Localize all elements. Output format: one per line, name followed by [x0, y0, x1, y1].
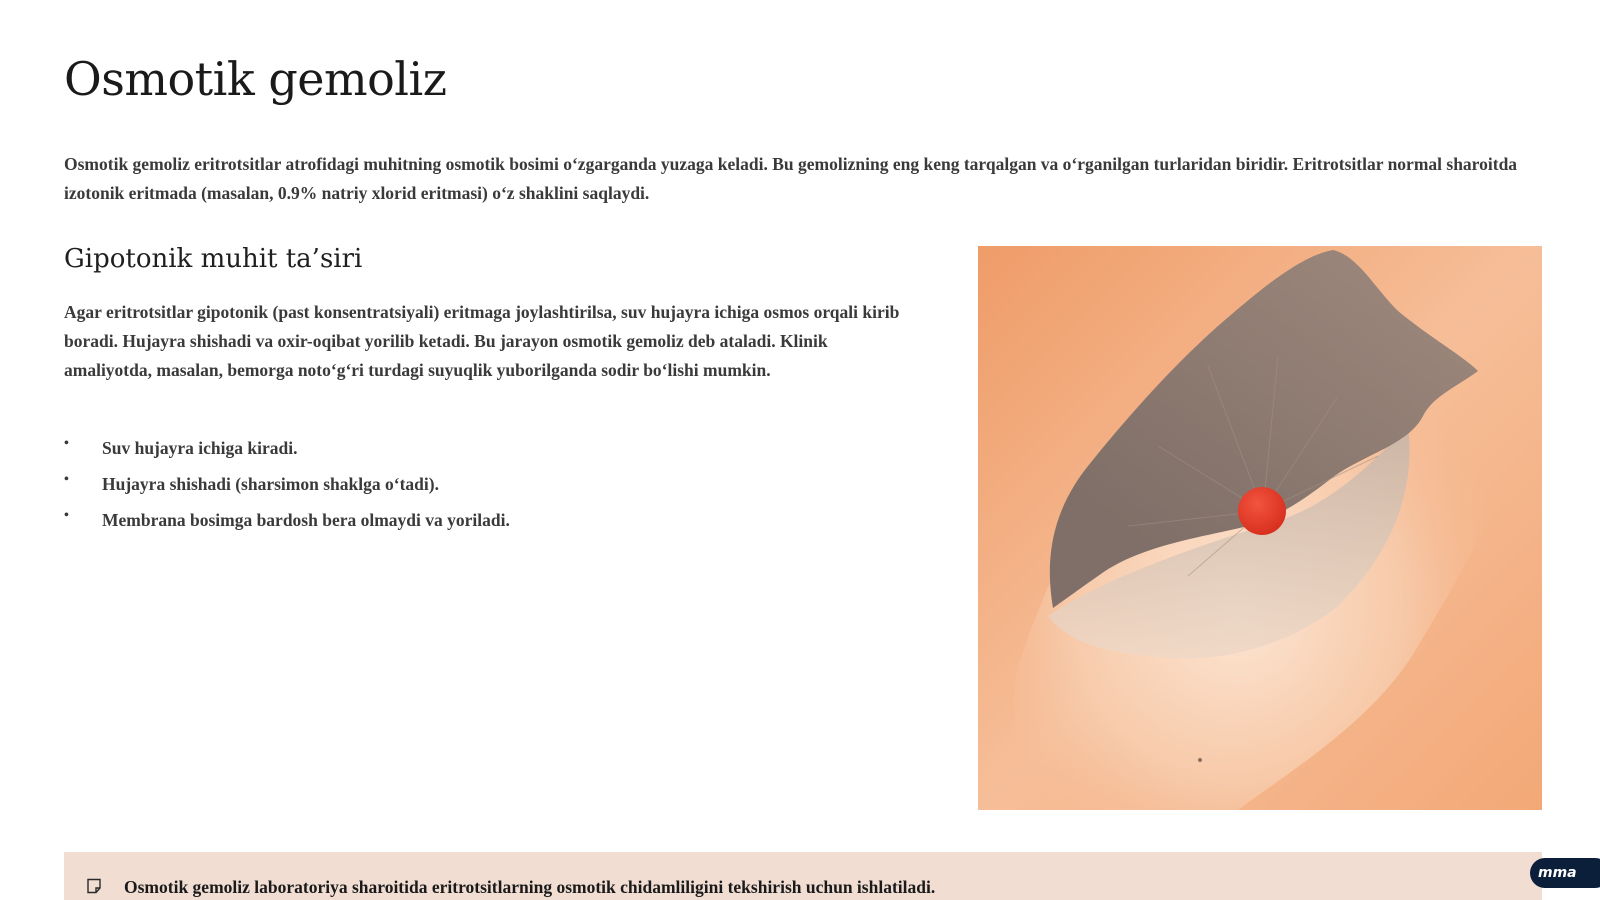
intro-paragraph: Osmotik gemoliz eritrotsitlar atrofidagi muhitning osmotik bosimi o‘zgarganda yuzaga keladi. Bu gemolizning eng keng tarqalgan va o‘rganilgan turlaridan biridir. Eritrotsitlar normal sharoitda izotonik eritmada (masalan, 0.9% natriy xlorid eritmasi) o‘z shaklini saqlaydi. [64, 154, 1518, 203]
bullet-dot: • [64, 436, 69, 451]
particle-dot [1198, 758, 1202, 762]
note-icon [86, 878, 102, 894]
section-heading: Gipotonik muhit ta’siri [64, 244, 363, 274]
hemolysis-illustration-svg [978, 246, 1542, 810]
list-item-text: Suv hujayra ichiga kiradi. [102, 438, 298, 458]
section-paragraph: Agar eritrotsitlar gipotonik (past konsentratsiyali) eritmaga joylashtirilsa, suv hujayra ichiga osmos orqali kirib boradi. Hujayra shishadi va oxir-oqibat yorilib ketadi. Bu jarayon osmotik gemoliz deb ataladi. Klinik amaliyotda, masalan, bemorga noto‘g‘ri turdagi suyuqlik yuborilganda sodir bo‘lishi mumkin. [64, 302, 900, 380]
bullet-dot: • [64, 508, 69, 523]
list-item [64, 436, 510, 472]
bullet-list [64, 436, 510, 544]
list-item-text: Membrana bosimga bardosh bera olmaydi va yoriladi. [102, 510, 510, 530]
list-item [64, 472, 510, 508]
red-blood-cell [1238, 487, 1286, 535]
hemolysis-illustration [978, 246, 1542, 810]
list-item [64, 508, 510, 544]
bullet-dot: • [64, 472, 69, 487]
callout-box [64, 852, 1542, 900]
list-item-text: Hujayra shishadi (sharsimon shaklga o‘tadi). [102, 474, 439, 494]
callout-text: Osmotik gemoliz laboratoriya sharoitida eritrotsitlarning osmotik chidamliligini tekshirish uchun ishlatiladi. [124, 877, 936, 897]
page-title: Osmotik gemoliz [64, 52, 447, 106]
brand-badge[interactable]: mma [1530, 858, 1600, 888]
